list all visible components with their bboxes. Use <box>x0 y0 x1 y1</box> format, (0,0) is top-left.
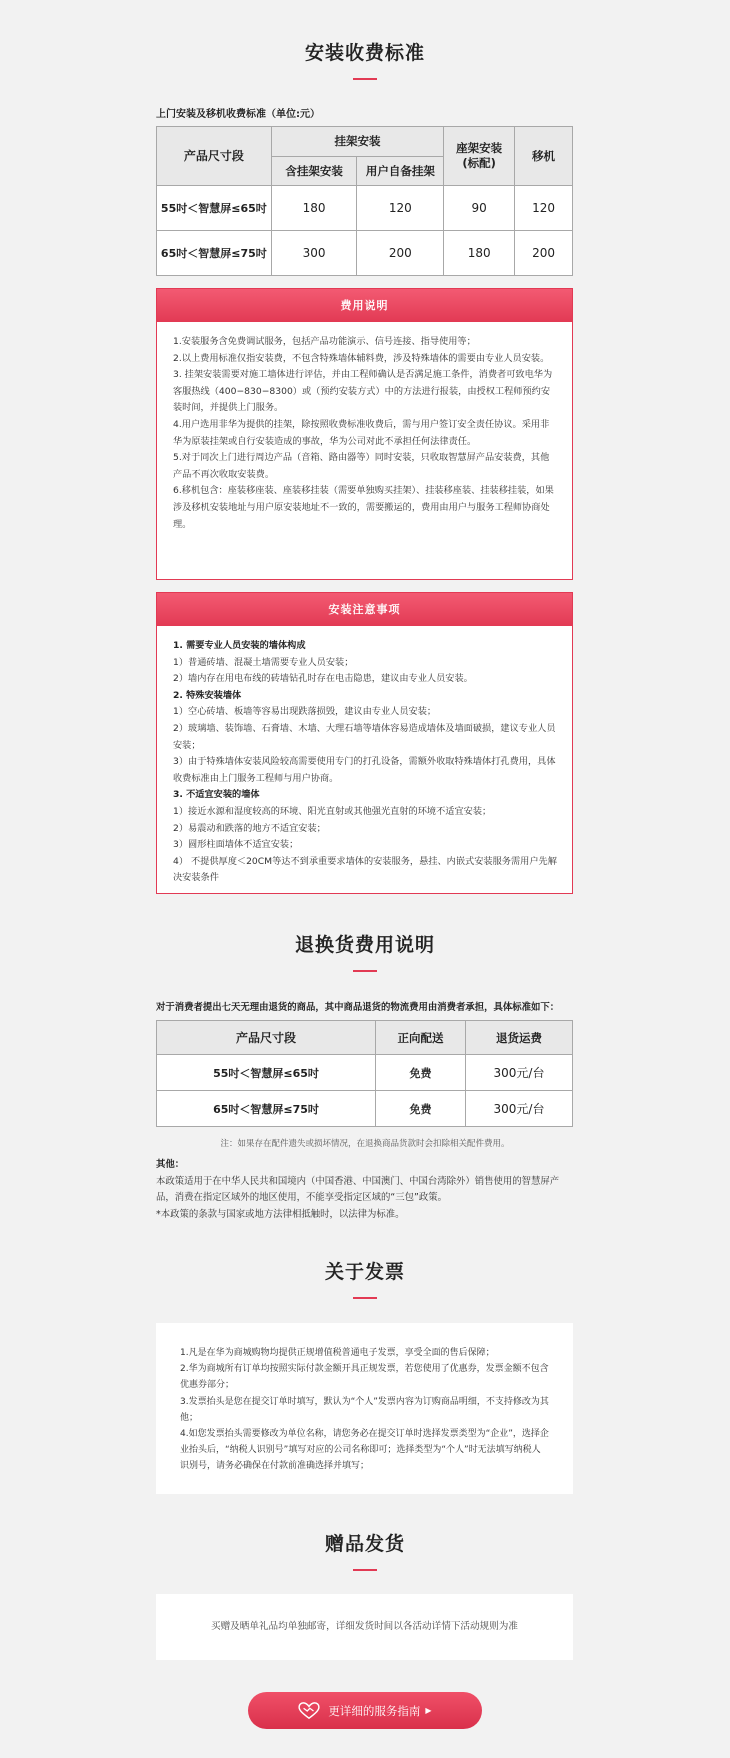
fee-panel-body <box>157 322 572 545</box>
notice-panel <box>156 592 573 894</box>
table-row <box>157 1055 573 1091</box>
gift-text: 买赠及晒单礼品均单独邮寄，详细发货时间以各活动详情下活动规则为准 <box>211 1621 518 1632</box>
notice-line: 2）墙内存在用电布线的砖墙钻孔时存在电击隐患，建议由专业人员安装。 <box>173 673 473 685</box>
invoice-item: 4.如您发票抬头需要修改为单位名称，请您务必在提交订单时选择发票类型为“企业”，选择企业抬头后，“纳税人识别号”填写对应的公司名称即可；选择类型为“个人”时无法填写纳税人识别号，请务必确保在付款前准确选择并填写； <box>180 1429 549 1472</box>
row-size: 55吋＜智慧屏≤65吋 <box>157 1055 376 1091</box>
install-title: 安装收费标准 <box>304 42 425 64</box>
fee-item: 3. 挂架安装需要对施工墙体进行评估，并由工程师确认是否满足施工条件，消费者可致电华为客服热线（400−830−8300）或（预约安装方式）中的方法进行报装，由授权工程师预约安装时间，并提供上门服务。 <box>173 369 553 414</box>
col-wall: 挂架安装 <box>271 127 444 157</box>
col-forward: 正向配送 <box>376 1021 466 1055</box>
notice-line: 2）易震动和跌落的地方不适宜安装； <box>173 822 326 834</box>
row-move: 120 <box>515 185 573 230</box>
row-wall-own: 200 <box>357 230 444 275</box>
service-guide-label: 更详细的服务指南 <box>328 1703 421 1718</box>
invoice-item: 3.发票抬头是您在提交订单时填写，默认为“个人”发票内容为订购商品明细，不支持修改为其他； <box>180 1396 549 1423</box>
notice-line: 1）接近水源和湿度较高的环境、阳光直射或其他强光直射的环境不适宜安装； <box>173 805 492 817</box>
fee-panel <box>156 288 573 580</box>
notice-line: 1）空心砖墙、板墙等容易出现跌落损毁，建议由专业人员安装； <box>173 706 437 718</box>
table-row <box>157 1091 573 1127</box>
fee-item: 5.对于同次上门进行周边产品（音箱、路由器等）同时安装，只收取智慧屏产品安装费，其他产品不再次收取安装费。 <box>173 452 550 480</box>
row-wall-own: 120 <box>357 185 444 230</box>
fee-item: 2.以上费用标准仅指安装费，不包含特殊墙体辅料费，涉及特殊墙体的需要由专业人员安装。 <box>173 352 550 364</box>
invoice-title-underline <box>353 1297 377 1299</box>
row-size: 55吋＜智慧屏≤65吋 <box>157 185 272 230</box>
col-wall-with: 含挂架安装 <box>271 156 357 185</box>
invoice-item: 1.凡是在华为商城购物均提供正规增值税普通电子发票，享受全面的售后保障； <box>180 1348 495 1358</box>
arrow-right-icon: ▶ <box>425 1706 432 1715</box>
gift-box <box>156 1594 573 1660</box>
notice-panel-body <box>157 626 572 899</box>
other-heading: 其他： <box>156 1159 185 1170</box>
notice-line: 3）由于特殊墙体安装风险较高需要使用专门的打孔设备，需额外收取特殊墙体打孔费用，具体收费标准由上门服务工程师与用户协商。 <box>173 756 556 784</box>
gift-title: 赠品发货 <box>324 1533 405 1555</box>
notice-line: 4） 不提供厚度＜20CM等达不到承重要求墙体的安装服务，悬挂、内嵌式安装服务需用户先解决安装条件 <box>173 855 557 884</box>
row-wall-with: 300 <box>271 230 357 275</box>
row-wall-with: 180 <box>271 185 357 230</box>
returns-subhead: 对于消费者提出七天无理由退货的商品，其中商品退货的物流费用由消费者承担，具体标准如下： <box>156 1002 560 1013</box>
returns-title-underline <box>353 970 377 972</box>
install-fee-table <box>156 126 573 276</box>
invoice-box <box>156 1323 573 1494</box>
row-move: 200 <box>515 230 573 275</box>
gift-title-underline <box>353 1569 377 1571</box>
heart-icon <box>298 1702 320 1720</box>
fee-item: 4.用户选用非华为提供的挂架，除按照收费标准收费后，需与用户签订安全责任协议。采用非华为原装挂架或自行安装造成的事故，华为公司对此不承担任何法律责任。 <box>173 418 550 447</box>
notice-heading: 1. 需要专业人员安装的墙体构成 <box>173 640 306 651</box>
notice-line: 2）玻璃墙、装饰墙、石膏墙、木墙、大理石墙等墙体容易造成墙体及墙面破损，建议专业人员安装； <box>173 722 556 751</box>
notice-heading: 2. 特殊安装墙体 <box>173 689 242 701</box>
row-size: 65吋＜智慧屏≤75吋 <box>157 1091 376 1127</box>
col-size: 产品尺寸段 <box>157 127 272 186</box>
fee-item: 1.安装服务含免费调试服务，包括产品功能演示、信号连接、指导使用等； <box>173 336 476 347</box>
returns-table <box>156 1020 573 1127</box>
row-stand: 180 <box>444 230 515 275</box>
col-return: 退货运费 <box>466 1021 573 1055</box>
fee-panel-title: 费用说明 <box>157 289 572 322</box>
col-move: 移机 <box>515 127 573 186</box>
notice-heading: 3. 不适宜安装的墙体 <box>173 789 260 801</box>
service-guide-button[interactable] <box>248 1692 482 1729</box>
row-return: 300元/台 <box>466 1055 573 1091</box>
fee-item: 6.移机包含：座装移座装、座装移挂装（需要单独购买挂架）、挂装移座装、挂装移挂装，如果涉及移机安装地址与用户原安装地址不一致的，需要搬运的，费用由用户与服务工程师协商处理。 <box>173 485 554 530</box>
invoice-title: 关于发票 <box>324 1261 405 1283</box>
returns-other <box>156 1157 576 1223</box>
table-row <box>157 230 573 275</box>
invoice-item: 2.华为商城所有订单均按照实际付款金额开具正规发票，若您使用了优惠券，发票金额不包含优惠券部分； <box>180 1364 549 1391</box>
row-size: 65吋＜智慧屏≤75吋 <box>157 230 272 275</box>
returns-title: 退换货费用说明 <box>294 934 435 956</box>
col-wall-own: 用户自备挂架 <box>357 156 444 185</box>
install-title-underline <box>353 78 377 80</box>
row-forward: 免费 <box>376 1091 466 1127</box>
row-return: 300元/台 <box>466 1091 573 1127</box>
table-row <box>157 185 573 230</box>
other-line: *本政策的条款与国家或地方法律相抵触时，以法律为标准。 <box>156 1208 405 1220</box>
col-stand: 座架安装 (标配) <box>444 127 515 186</box>
notice-line: 3）圆形柱面墙体不适宜安装； <box>173 839 299 851</box>
col-size: 产品尺寸段 <box>157 1021 376 1055</box>
other-line: 本政策适用于在中华人民共和国境内（中国香港、中国澳门、中国台湾除外）销售使用的智慧屏产品，消费在指定区域外的地区使用，不能享受指定区域的“三包”政策。 <box>156 1175 560 1203</box>
row-stand: 90 <box>444 185 515 230</box>
install-subhead: 上门安装及移机收费标准（单位:元） <box>156 109 320 120</box>
row-forward: 免费 <box>376 1055 466 1091</box>
notice-line: 1）普通砖墙、混凝土墙需要专业人员安装； <box>173 656 354 668</box>
notice-panel-title: 安装注意事项 <box>157 593 572 626</box>
returns-note: 注：如果存在配件遗失或损坏情况，在退换商品货款时会扣除相关配件费用。 <box>220 1139 510 1149</box>
